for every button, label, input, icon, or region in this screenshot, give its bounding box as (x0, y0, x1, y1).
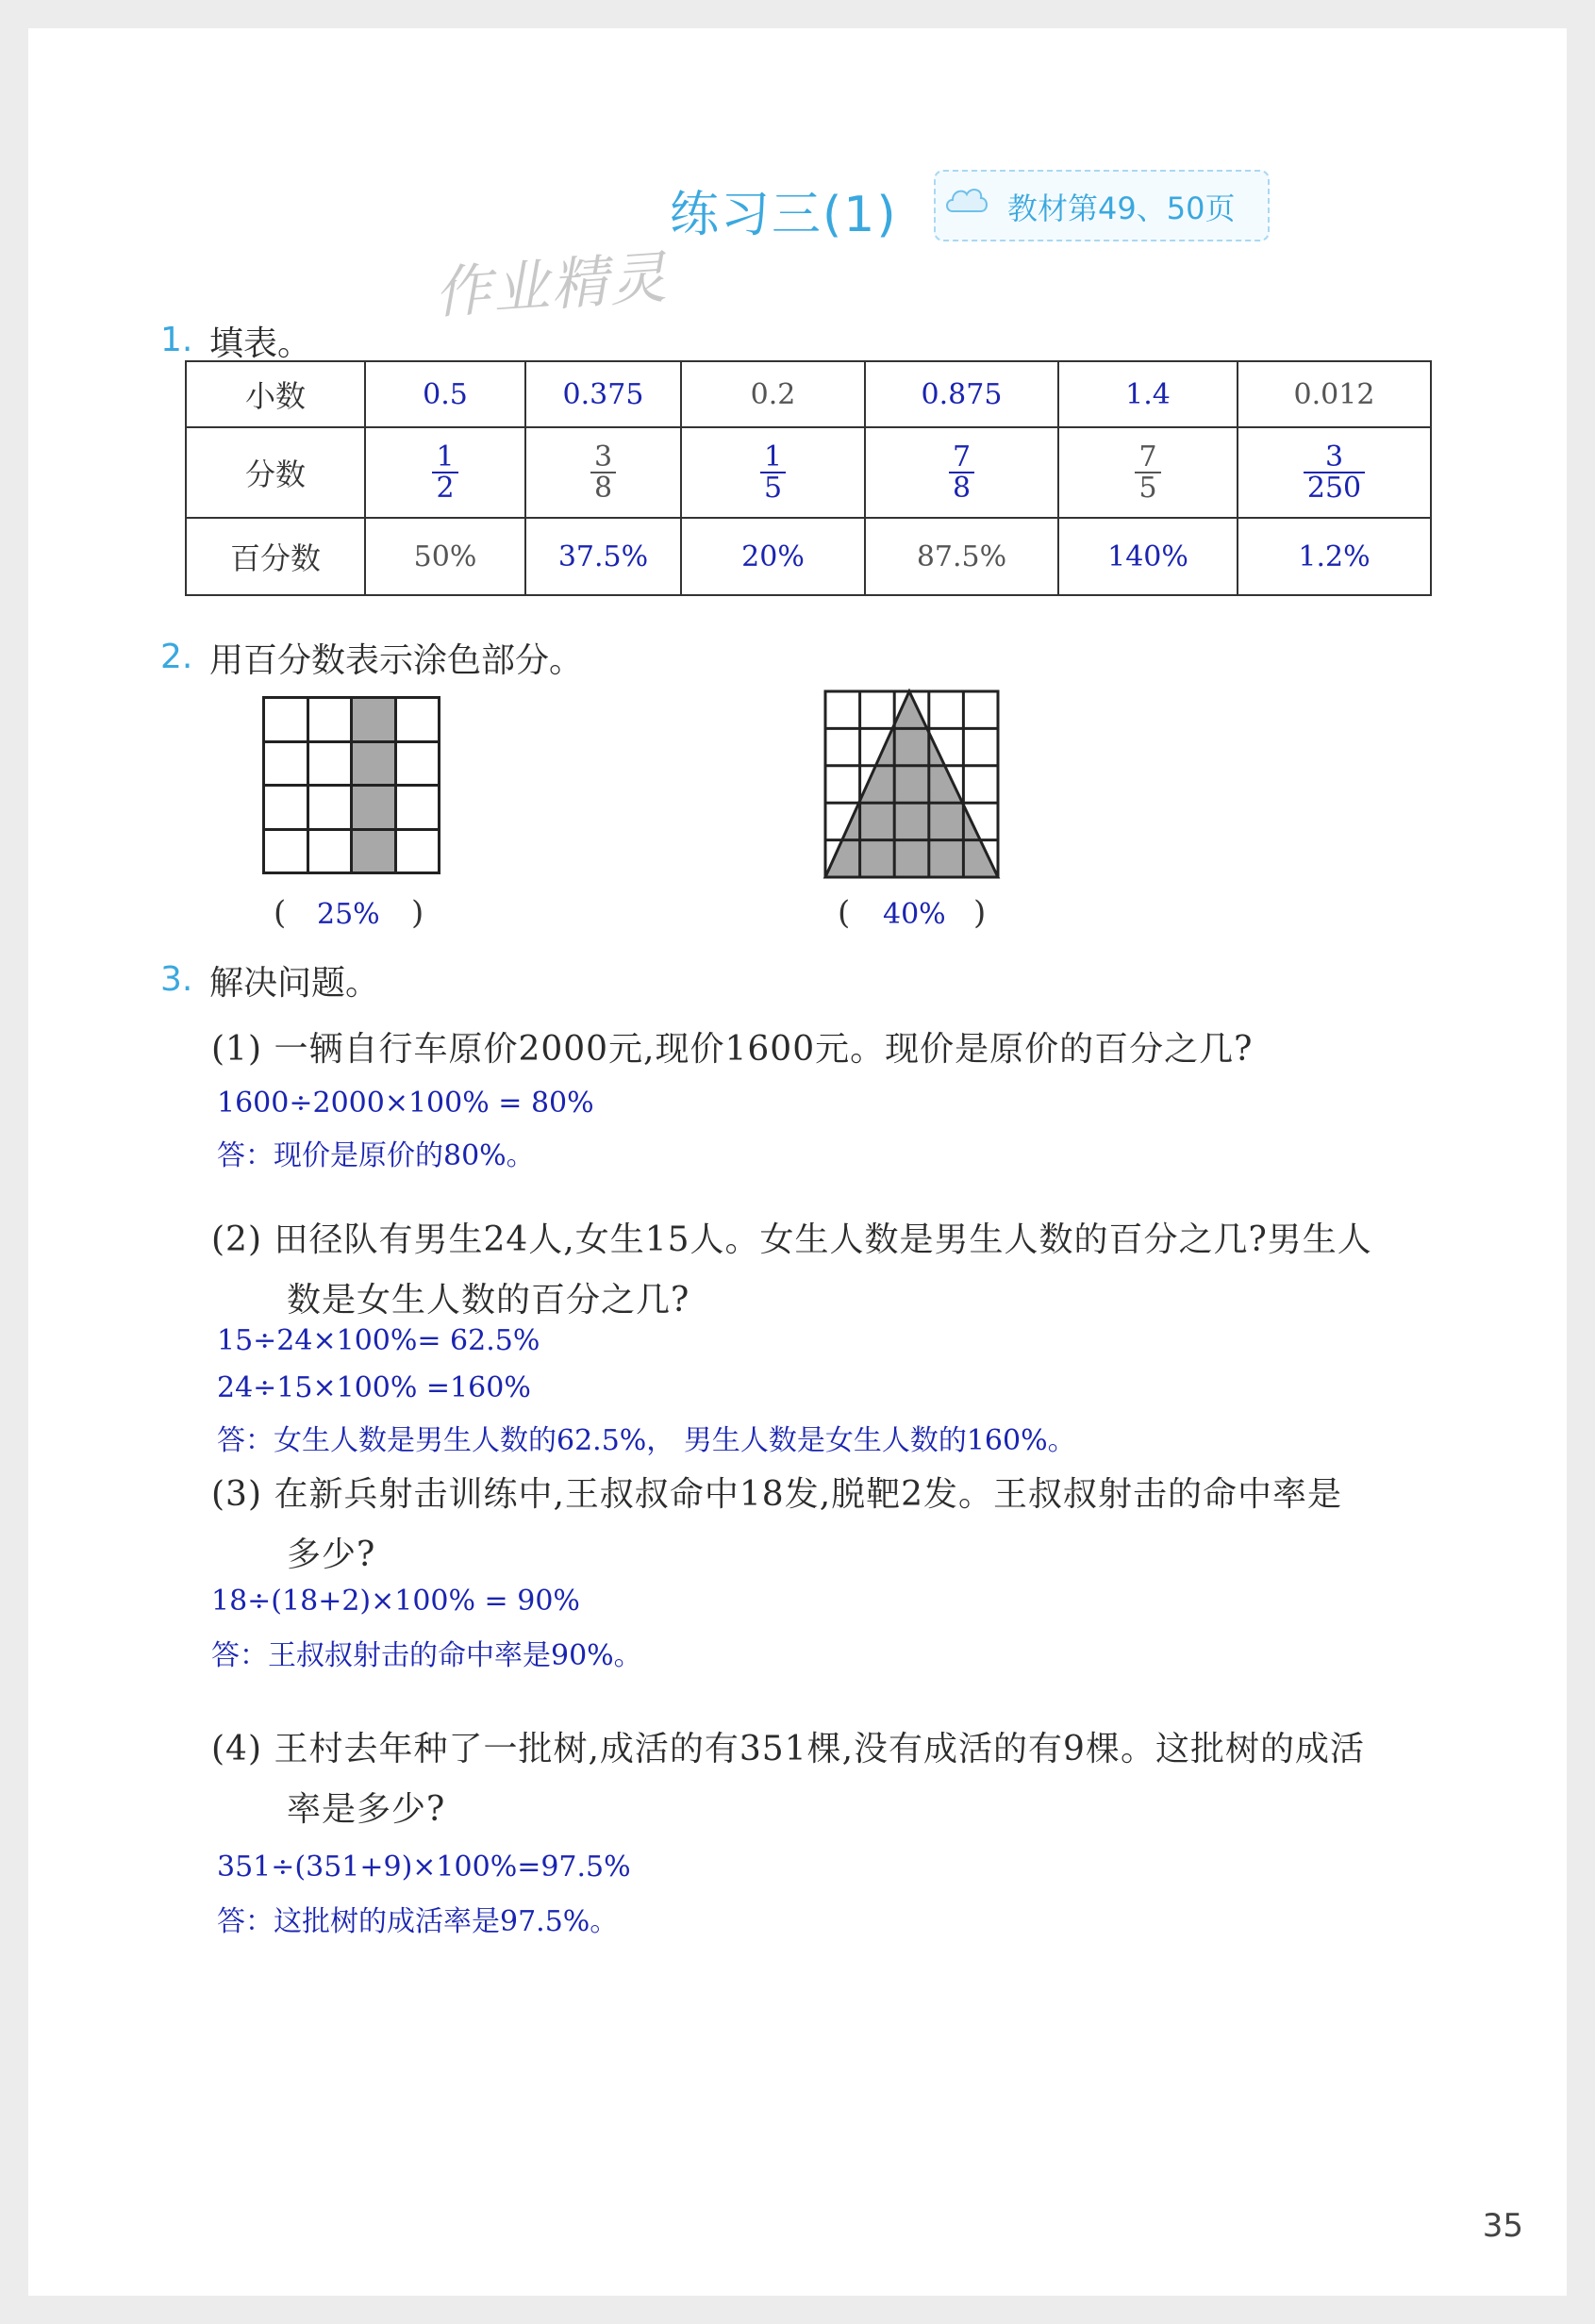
question-2-number: 2. (160, 638, 193, 676)
problem-2-answer: 答：女生人数是男生人数的62.5%， 男生人数是女生人数的160%。 (217, 1424, 1076, 1457)
square-grid-figure (262, 696, 440, 874)
problem-2-equation-2: 24÷15×100% =160% (217, 1371, 531, 1404)
triangle-grid-figure (822, 689, 1002, 881)
paren-close: ) (973, 894, 987, 932)
question-3-prompt: 解决问题。 (209, 964, 380, 1003)
fraction-cell: $\frac{1}{2}$ (365, 427, 525, 518)
question-3-number: 3. (160, 960, 193, 999)
decimal-cell: 0.012 (1238, 361, 1431, 427)
watermark-logo: 作业精灵 (432, 244, 671, 327)
paren-close: ) (411, 894, 424, 932)
textbook-reference: 教材第49、50页 (1007, 191, 1236, 226)
page-title: 练习三(1) (670, 187, 898, 243)
percent-cell: 87.5% (865, 518, 1058, 595)
row-header-percent: 百分数 (186, 518, 365, 595)
problem-1-answer: 答：现价是原价的80%。 (217, 1139, 535, 1172)
percent-cell: 50% (365, 518, 525, 595)
decimal-cell: 0.375 (525, 361, 681, 427)
decimal-cell: 0.2 (681, 361, 865, 427)
decimal-cell: 0.5 (365, 361, 525, 427)
conversion-table (185, 360, 1432, 596)
problem-3-answer: 答：王叔叔射击的命中率是90%。 (211, 1639, 642, 1672)
problem-2-equation-1: 15÷24×100%= 62.5% (217, 1324, 540, 1357)
problem-2-text: (2) 田径队有男生24人,女生15人。女生人数是男生人数的百分之几?男生人 (211, 1220, 1372, 1259)
fraction-cell: $\frac{7}{5}$ (1058, 427, 1238, 518)
question-1-number: 1. (160, 321, 193, 359)
question-2-prompt: 用百分数表示涂色部分。 (209, 641, 584, 680)
paren-open: ( (838, 894, 851, 932)
problem-4-answer: 答：这批树的成活率是97.5%。 (217, 1905, 619, 1938)
fraction-cell: $\frac{3}{250}$ (1238, 427, 1431, 518)
percent-cell: 1.2% (1238, 518, 1431, 595)
figure-2-answer: 40% (883, 898, 946, 931)
decimal-cell: 1.4 (1058, 361, 1238, 427)
percent-cell: 37.5% (525, 518, 681, 595)
cloud-icon (943, 179, 990, 226)
fraction-cell: $\frac{3}{8}$ (525, 427, 681, 518)
figure-1-answer: 25% (317, 898, 380, 931)
decimal-cell: 0.875 (865, 361, 1058, 427)
percent-cell: 140% (1058, 518, 1238, 595)
problem-4-equation: 351÷(351+9)×100%=97.5% (217, 1851, 631, 1884)
fraction-cell: $\frac{1}{5}$ (681, 427, 865, 518)
fraction-cell: $\frac{7}{8}$ (865, 427, 1058, 518)
row-header-decimal: 小数 (186, 361, 365, 427)
page-number: 35 (1482, 2207, 1523, 2245)
problem-1-text: (1) 一辆自行车原价2000元,现价1600元。现价是原价的百分之几? (211, 1030, 1254, 1069)
question-1-prompt: 填表。 (209, 324, 312, 363)
row-header-fraction: 分数 (186, 427, 365, 518)
problem-3-text: (3) 在新兵射击训练中,王叔叔命中18发,脱靶2发。王叔叔射击的命中率是 (211, 1475, 1343, 1514)
problem-3-text-cont: 多少? (287, 1536, 376, 1574)
problem-2-text-cont: 数是女生人数的百分之几? (287, 1281, 690, 1320)
percent-cell: 20% (681, 518, 865, 595)
problem-4-text-cont: 率是多少? (287, 1790, 446, 1829)
paren-open: ( (274, 894, 287, 932)
problem-3-equation: 18÷(18+2)×100% = 90% (211, 1585, 580, 1618)
problem-1-equation: 1600÷2000×100% = 80% (217, 1087, 594, 1120)
problem-4-text: (4) 王村去年种了一批树,成活的有351棵,没有成活的有9棵。这批树的成活 (211, 1730, 1365, 1768)
